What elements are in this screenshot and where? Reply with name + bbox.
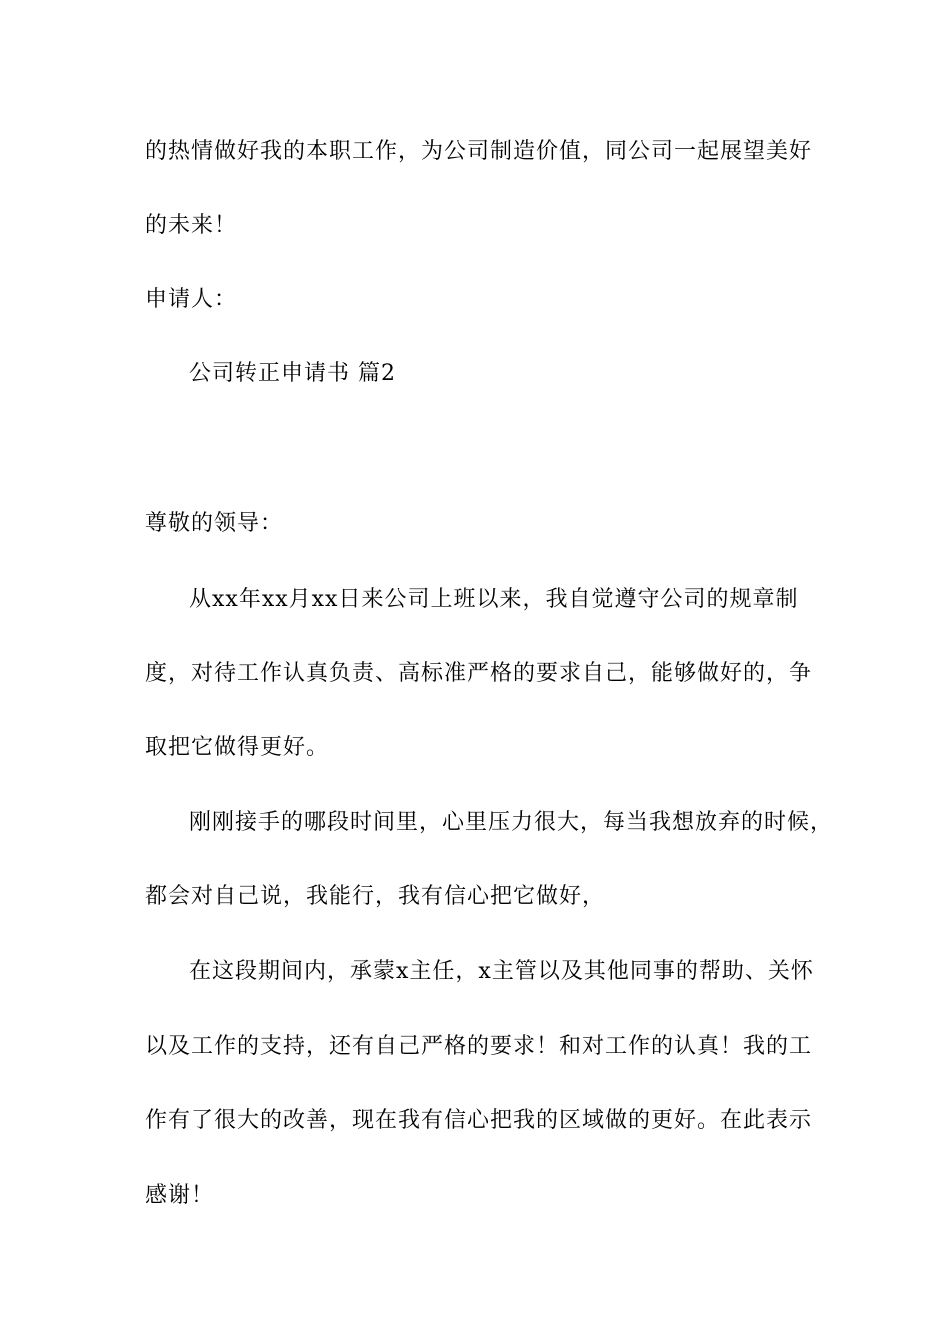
paragraph-line: 从xx年xx月xx日来公司上班以来，我自觉遵守公司的规章制 — [189, 587, 799, 612]
paragraph-line: 刚刚接手的哪段时间里，心里压力很大，每当我想放弃的时候， — [189, 810, 834, 835]
paragraph-line: 的未来！ — [145, 213, 238, 238]
paragraph-line: 都会对自己说，我能行，我有信心把它做好， — [145, 884, 606, 909]
section-heading: 公司转正申请书 篇2 — [189, 361, 396, 386]
paragraph-line: 度，对待工作认真负责、高标准严格的要求自己，能够做好的，争 — [145, 661, 813, 686]
salutation: 尊敬的领导： — [145, 511, 284, 536]
paragraph-line: 的热情做好我的本职工作，为公司制造价值，同公司一起展望美好 — [145, 139, 813, 164]
paragraph-line: 感谢！ — [145, 1183, 215, 1208]
paragraph-line: 在这段期间内，承蒙x主任，x主管以及其他同事的帮助、关怀 — [189, 959, 814, 984]
paragraph-line: 以及工作的支持，还有自己严格的要求！和对工作的认真！我的工 — [145, 1034, 813, 1059]
paragraph-line: 作有了很大的改善，现在我有信心把我的区域做的更好。在此表示 — [145, 1108, 813, 1133]
applicant-label: 申请人： — [145, 287, 238, 312]
paragraph-line: 取把它做得更好。 — [145, 735, 330, 760]
